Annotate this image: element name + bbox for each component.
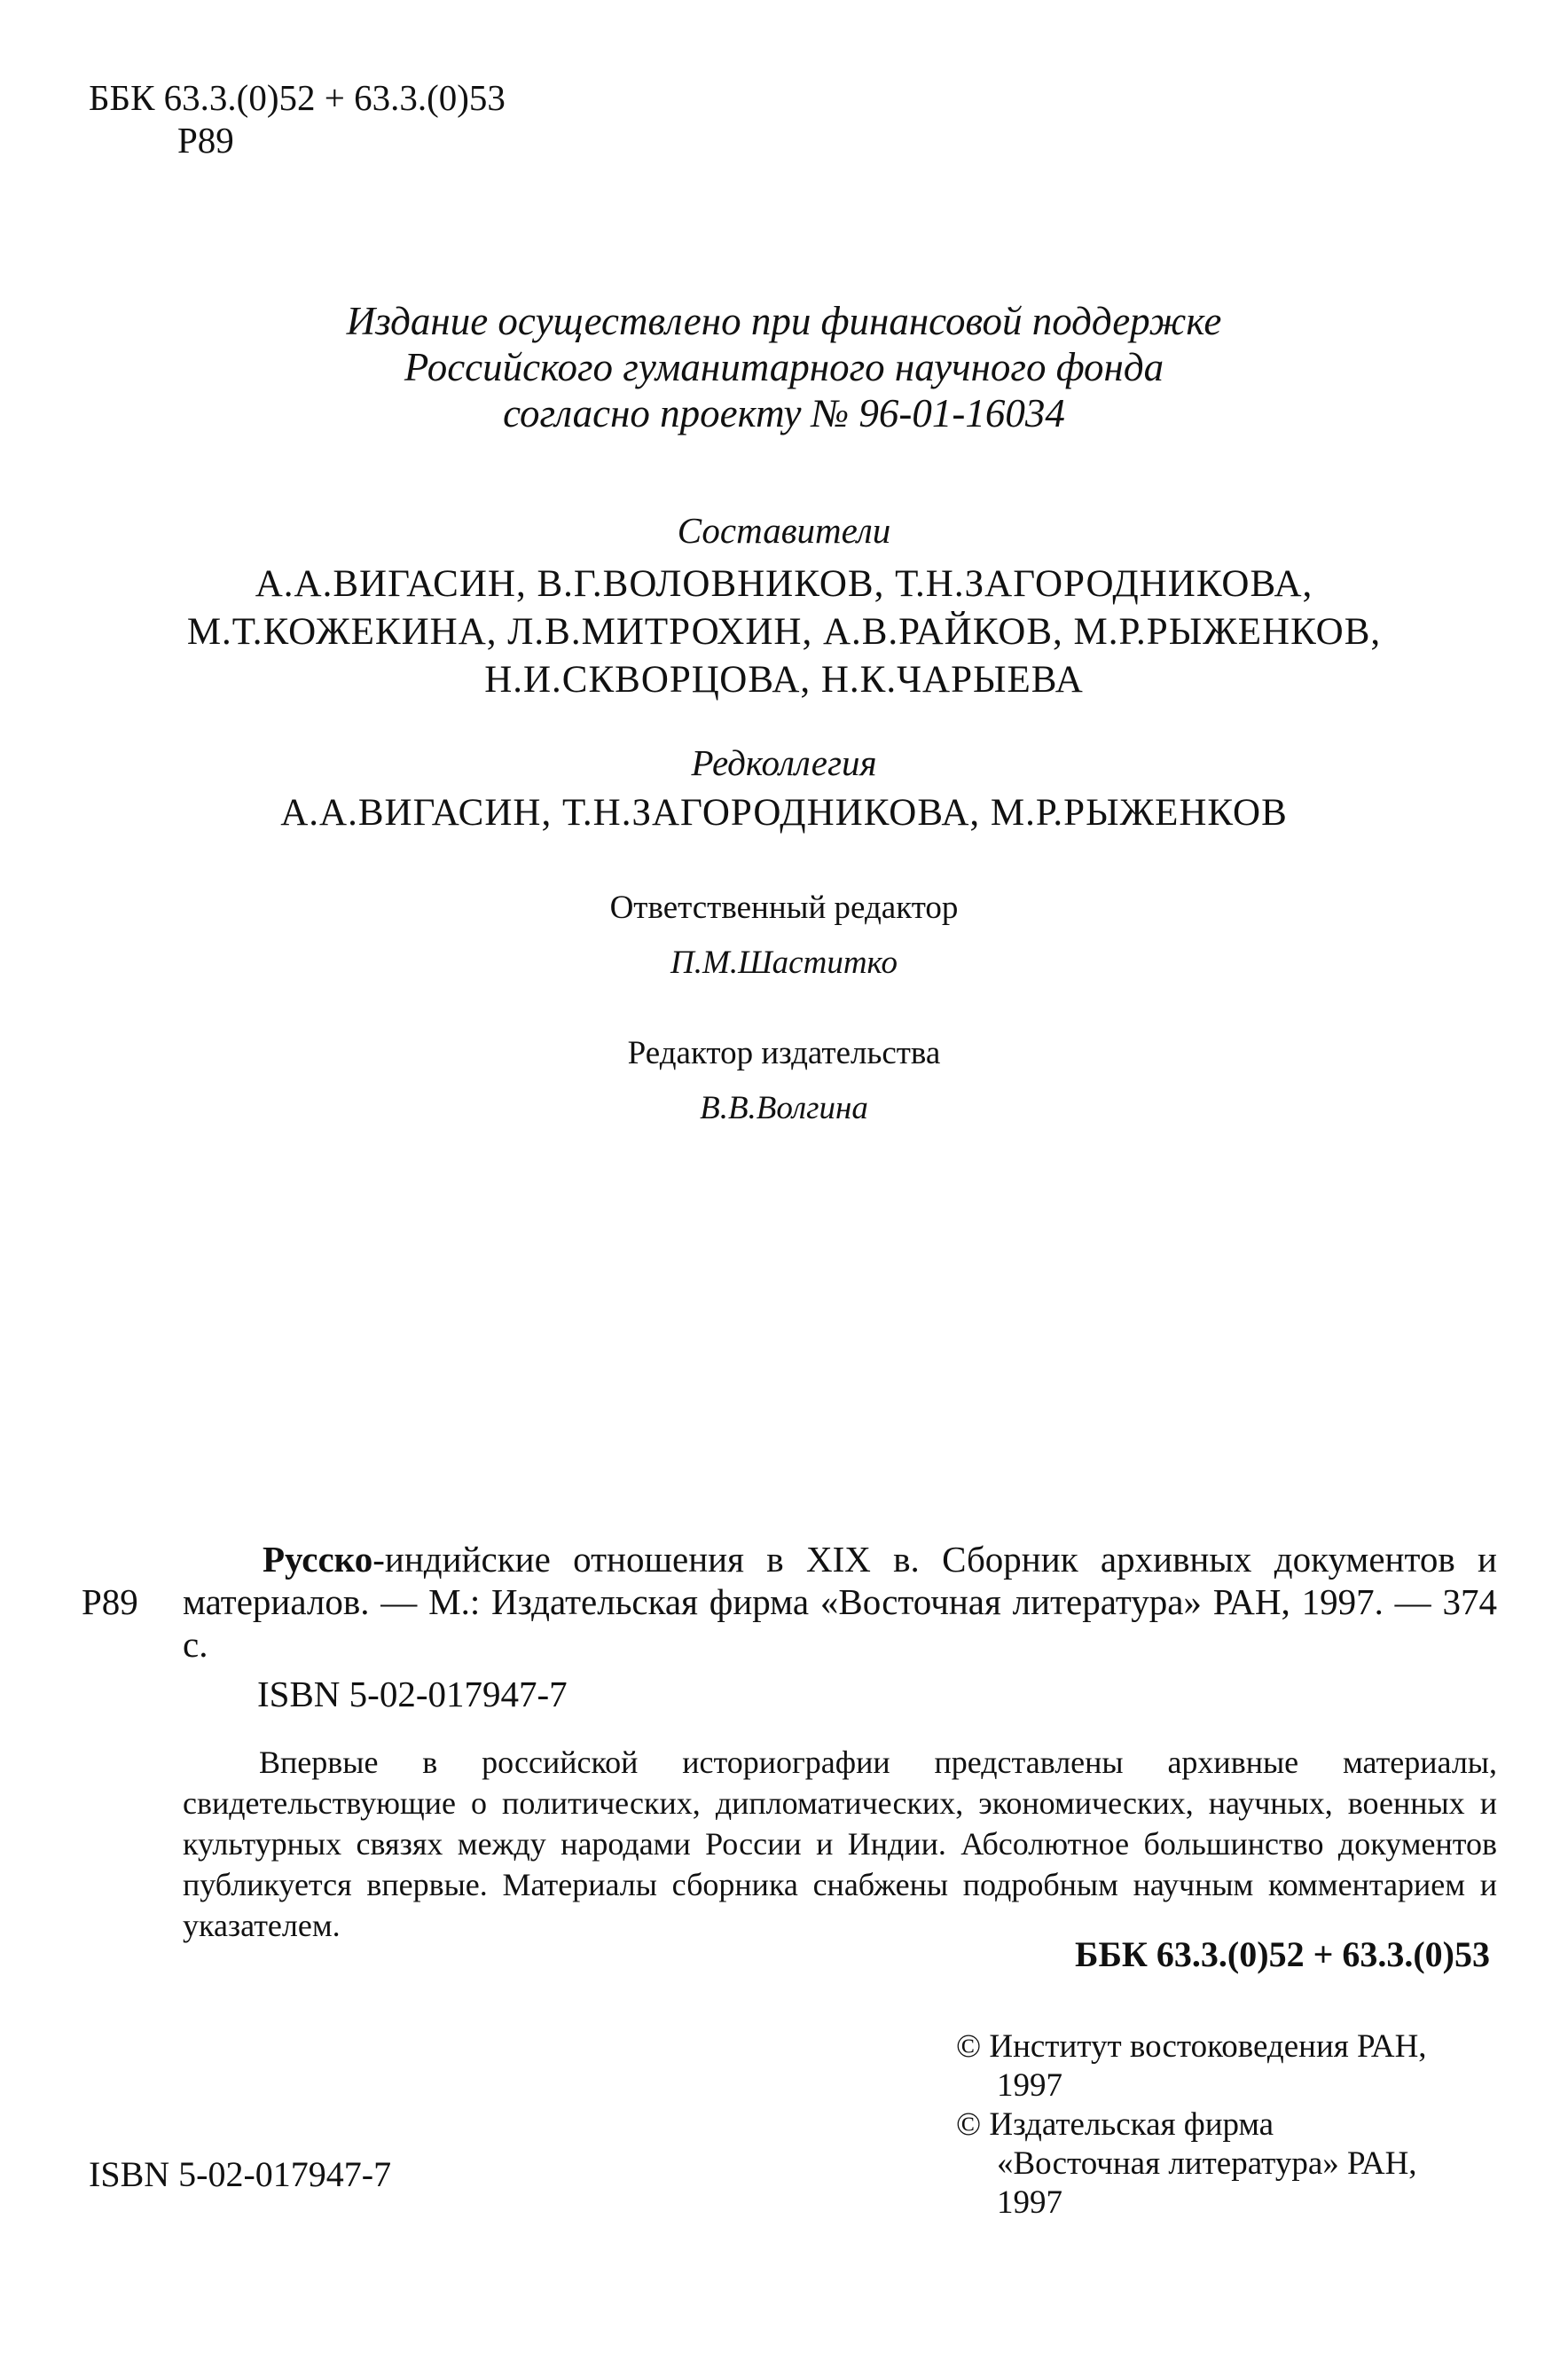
compilers-line-2: М.Т.КОЖЕКИНА, Л.В.МИТРОХИН, А.В.РАЙКОВ, М.Р.РЫЖЕНКОВ, (186, 611, 1382, 653)
bbk-header: ББК 63.3.(0)52 + 63.3.(0)53 (89, 77, 506, 118)
compilers-line-1: А.А.ВИГАСИН, В.Г.ВОЛОВНИКОВ, Т.Н.ЗАГОРОДНИКОВА, (255, 563, 1313, 605)
bibliography-isbn: ISBN 5-02-017947-7 (257, 1674, 568, 1714)
funding-line-3: согласно проекту № 96-01-16034 (503, 391, 1065, 435)
compilers-label: Составители (677, 510, 891, 551)
abstract-text: Впервые в российской историографии представлены архивные материалы, свидетельствующие о политических, дипломатических, экономических, научных, военных и культурных связях между народами России и Индии. Абсолютное большинство документов публикуется впервые. Материалы сборника снабжены подробным научным комментарием и указателем. (183, 1745, 1497, 1943)
bibliography-code: Р89 (82, 1581, 138, 1622)
bibliography-description: -индийские отношения в XIX в. Сборник архивных документов и материалов. — М.: Издательская фирма «Восточная литература» РАН, 1997. — 374 с. (183, 1539, 1497, 1665)
editorial-board-names: А.А.ВИГАСИН, Т.Н.ЗАГОРОДНИКОВА, М.Р.РЫЖЕНКОВ (280, 792, 1288, 834)
copyright-line-4: «Восточная литература» РАН, (997, 2145, 1417, 2182)
funding-line-2: Российского гуманитарного научного фонда (404, 345, 1164, 389)
bibliography-title-bold: Русско (263, 1539, 373, 1580)
bibliographic-record (183, 1538, 1497, 1666)
footer-isbn: ISBN 5-02-017947-7 (89, 2154, 392, 2194)
editorial-board-label: Редколлегия (691, 742, 877, 783)
responsible-editor-name: П.М.Шаститко (670, 945, 898, 981)
copyright-line-1: © Институт востоковедения РАН, (956, 2028, 1427, 2065)
compilers-line-3: Н.И.СКВОРЦОВА, Н.К.ЧАРЫЕВА (484, 659, 1084, 701)
abstract-paragraph (183, 1742, 1497, 1946)
responsible-editor-label: Ответственный редактор (609, 890, 959, 926)
copyright-block (956, 2027, 1427, 2223)
publisher-editor-label: Редактор издательства (627, 1035, 941, 1071)
copyright-line-5: 1997 (997, 2184, 1062, 2221)
copyright-line-2: 1997 (997, 2067, 1062, 2104)
funding-line-1: Издание осуществлено при финансовой поддержке (346, 299, 1222, 343)
bbk-classification: ББК 63.3.(0)52 + 63.3.(0)53 (1075, 1934, 1490, 1974)
publisher-editor-name: В.В.Волгина (700, 1090, 868, 1126)
author-code-header: Р89 (177, 120, 234, 161)
copyright-line-3: © Издательская фирма (956, 2106, 1274, 2143)
